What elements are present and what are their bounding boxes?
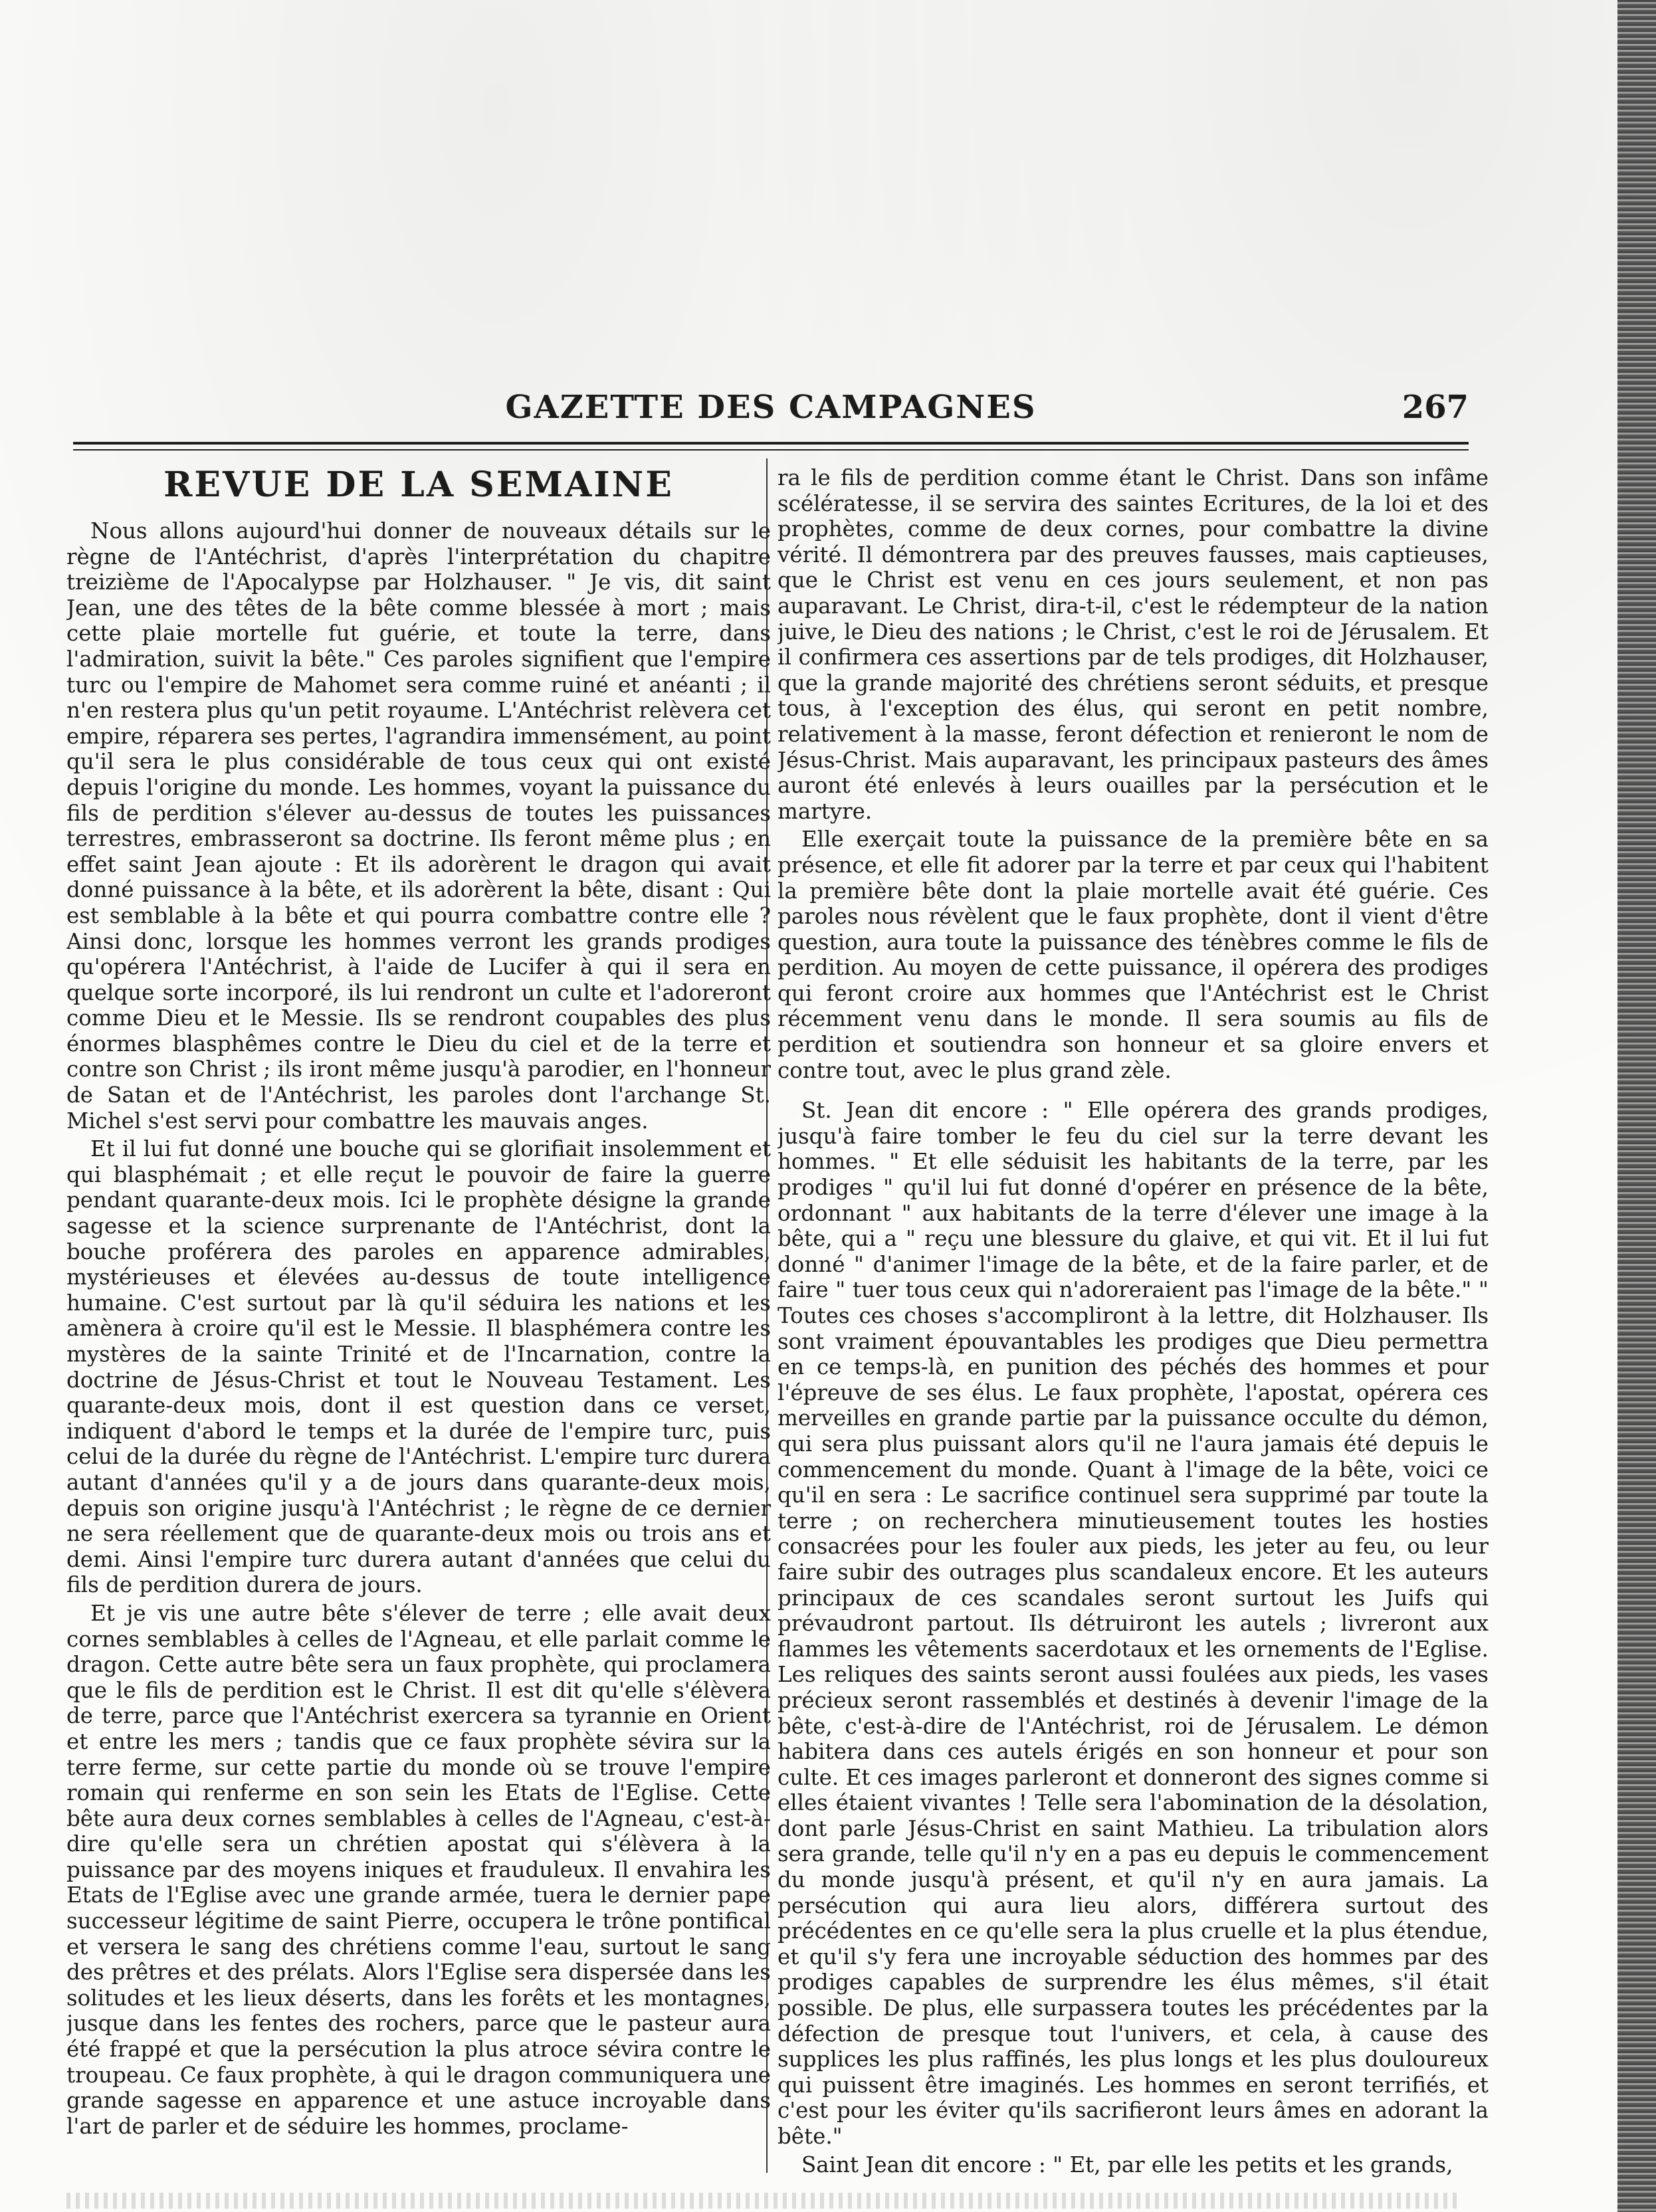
scanned-binding-edge <box>1617 0 1656 2212</box>
page-header <box>73 389 1469 435</box>
header-rule <box>73 442 1469 445</box>
paragraph: Nous allons aujourd'hui donner de nouveaux détails sur le règne de l'Antéchrist, d'après l'interprétation du chapitre treizième de l'Apocalypse par Holzhauser. " Je vis, dit saint Jean, une des têtes de la bête comme blessée à mort ; mais cette plaie mortelle fut guérie, et toute la terre, dans l'admiration, suivit la bête." Ces paroles signifient que l'empire turc ou l'empire de Mahomet sera comme ruiné et anéanti ; il n'en restera plus qu'un petit royaume. L'Antéchrist relèvera cet empire, réparera ses pertes, l'agrandira immensément, au point qu'il sera le plus considérable de tous ceux qui ont existé depuis l'origine du monde. Les hommes, voyant la puissance du fils de perdition s'élever au-dessus de toutes les puissances terrestres, embrasseront sa doctrine. Ils feront même plus ; en effet saint Jean ajoute : Et ils adorèrent le dragon qui avait donné puissance à la bête, et ils adorèrent la bête, disant : Qui est semblable à la bête et qui pourra combattre contre elle ? Ainsi donc, lorsque les hommes verront les grands prodiges qu'opérera l'Antéchrist, à l'aide de Lucifer à qui il sera en quelque sorte incorporé, ils lui rendront un culte et l'adoreront comme Dieu et le Messie. Ils se rendront coupables des plus énormes blasphêmes contre le Dieu du ciel et de la terre et contre son Christ ; ils iront même jusqu'à parodier, en l'honneur de Satan et de l'Antéchrist, les paroles dont l'archange St. Michel s'est servi pour combattre les mauvais anges. <box>66 518 771 1134</box>
paragraph: Elle exerçait toute la puissance de la première bête en sa présence, et elle fit adorer par la terre et par ceux qui l'habitent la première bête dont la plaie mortelle avait été guérie. Ces paroles nous révèlent que le faux prophète, dont il vient d'être question, aura toute la puissance des ténèbres comme le fils de perdition. Au moyen de cette puissance, il opérera des prodiges qui feront croire aux hommes que l'Antéchrist est le Christ récemment venu dans le monde. Il sera soumis au fils de perdition et soutiendra son honneur et sa gloire envers et contre tout, avec le plus grand zèle. <box>777 827 1489 1083</box>
bleed-through-noise <box>66 2193 1462 2209</box>
paragraph: St. Jean dit encore : " Elle opérera des grands prodiges, jusqu'à faire tomber le feu du ciel sur la terre devant les hommes. " Et elle séduisit les habitants de la terre, par les prodiges " qu'il lui fut donné d'opérer en présence de la bête, ordonnant " aux habitants de la terre d'élever une image à la bête, qui a " reçu une blessure du glaive, et qui vit. Et il lui fut donné " d'animer l'image de la bête, et de la faire parler, et de faire " tuer tous ceux qui n'adoreraient pas l'image de la bête." " Toutes ces choses s'accompliront à la lettre, dit Holzhauser. Ils sont vraiment épouvantables les prodiges que Dieu permettra en ce temps-là, en punition des péchés des hommes et pour l'épreuve de ses élus. Le faux prophète, l'apostat, opérera ces merveilles en grande partie par la puissance occulte du démon, qui sera plus puissant alors qu'il ne l'aura jamais été depuis le commencement du monde. Quant à l'image de la bête, voici ce qu'il en sera : Le sacrifice continuel sera supprimé par toute la terre ; on recherchera minutieusement toutes les hosties consacrées pour les fouler aux pieds, les jeter au feu, ou leur faire subir des outrages plus scandaleux encore. Et les auteurs principaux de ces scandales seront surtout les Juifs qui prévaudront partout. Ils détruiront les autels ; livreront aux flammes les vêtements sacerdotaux et les ornements de l'Eglise. Les reliques des saints seront aussi foulées aux pieds, les vases précieux seront rassemblés et destinés à devenir l'image de la bête, c'est-à-dire de l'Antéchrist, roi de Jérusalem. Le démon habitera dans ces autels érigés en son honneur et pour son culte. Et ces images parleront et donneront des signes comme si elles étaient vivantes ! Telle sera l'abomination de la désolation, dont parle Jésus-Christ en saint Mathieu. La tribulation alors sera grande, telle qu'il n'y en a pas eu depuis le commencement du monde jusqu'à présent, et qu'il n'y en aura jamais. La persécution qui aura lieu alors, différera surtout des précédentes en ce qu'elle sera la plus cruelle et la plus étendue, et qu'il s'y fera une incroyable séduction des hommes par des prodiges capables de surprendre les élus mêmes, s'il était possible. De plus, elle surpassera toutes les précédentes par la défection de presque tout l'univers, et cela, à cause des supplices les plus raffinés, les plus longs et les plus douloureux qui puissent être imaginés. Les hommes en seront terrifiés, et c'est pour les éviter qu'ils sacrifieront leurs âmes en adorant la bête." <box>777 1098 1489 2149</box>
masthead: GAZETTE DES CAMPAGNES <box>505 389 1037 426</box>
header-rule-thin <box>73 449 1469 451</box>
paragraph: ra le fils de perdition comme étant le Christ. Dans son infâme scélératesse, il se servira des saintes Ecritures, de la loi et des prophètes, comme de deux cornes, pour combattre la divine vérité. Il démontrera par des preuves fausses, mais captieuses, que le Christ est venu en ces jours seulement, et non pas auparavant. Le Christ, dira-t-il, c'est le rédempteur de la nation juive, le Dieu des nations ; le Christ, c'est le roi de Jérusalem. Et il confirmera ces assertions par de tels prodiges, dit Holzhauser, que la grande majorité des chrétiens seront séduits, et presque tous, à l'exception des élus, qui seront en petit nombre, relativement à la masse, feront défection et renieront le nom de Jésus-Christ. Mais auparavant, les principaux pasteurs des âmes auront été enlevés à leurs ouailles par la persécution et le martyre. <box>777 465 1489 824</box>
page-number: 267 <box>1401 389 1469 426</box>
paragraph: Et il lui fut donné une bouche qui se glorifiait insolemment et qui blasphémait ; et elle reçut le pouvoir de faire la guerre pendant quarante-deux mois. Ici le prophète désigne la grande sagesse et la science surprenante de l'Antéchrist, dont la bouche proférera des paroles en apparence admirables, mystérieuses et élevées au-dessus de toute intelligence humaine. C'est surtout par là qu'il séduira les nations et les amènera à croire qu'il est le Messie. Il blasphémera contre les mystères de la sainte Trinité et de l'Incarnation, contre la doctrine de Jésus-Christ et tout le Nouveau Testament. Les quarante-deux mois, dont il est question dans ce verset, indiquent d'abord le temps et la durée de l'empire turc, puis celui de la durée du règne de l'Antéchrist. L'empire turc durera autant d'années qu'il y a de jours dans quarante-deux mois, depuis son origine jusqu'à l'Antéchrist ; le règne de ce dernier ne sera réellement que de quarante-deux mois ou trois ans et demi. Ainsi l'empire turc durera autant d'années que celui du fils de perdition durera de jours. <box>66 1136 771 1598</box>
paragraph: Saint Jean dit encore : " Et, par elle les petits et les grands, <box>801 2152 1453 2177</box>
paragraph: Et je vis une autre bête s'élever de terre ; elle avait deux cornes semblables à celles de l'Agneau, et elle parlait comme le dragon. Cette autre bête sera un faux prophète, qui proclamera que le fils de perdition est le Christ. Il est dit qu'elle s'élèvera de terre, parce que l'Antéchrist exercera sa tyrannie en Orient et entre les mers ; tandis que ce faux prophète sévira sur la terre ferme, sur cette partie du monde où se trouve l'empire romain qui renferme en son sein les Etats de l'Eglise. Cette bête aura deux cornes semblables à celles de l'Agneau, c'est-à-dire qu'elle sera un chrétien apostat qui s'élèvera à la puissance par des moyens iniques et frauduleux. Il envahira les Etats de l'Eglise avec une grande armée, tuera le dernier pape successeur légitime de saint Pierre, occupera le trône pontifical et versera le sang des chrétiens comme l'eau, surtout le sang des prêtres et des prélats. Alors l'Eglise sera dispersée dans les solitudes et les lieux déserts, dans les forêts et les montagnes, jusque dans les fentes des rochers, parce que le pasteur aura été frappé et que la persécution la plus atroce sévira contre le troupeau. Ce faux prophète, à qui le dragon communiquera une grande sagesse en apparence et une astuce incroyable dans l'art de parler et de séduire les hommes, proclame- <box>66 1600 771 2139</box>
right-column <box>777 465 1489 2179</box>
left-column <box>66 465 771 2179</box>
section-title: REVUE DE LA SEMAINE <box>163 465 674 505</box>
